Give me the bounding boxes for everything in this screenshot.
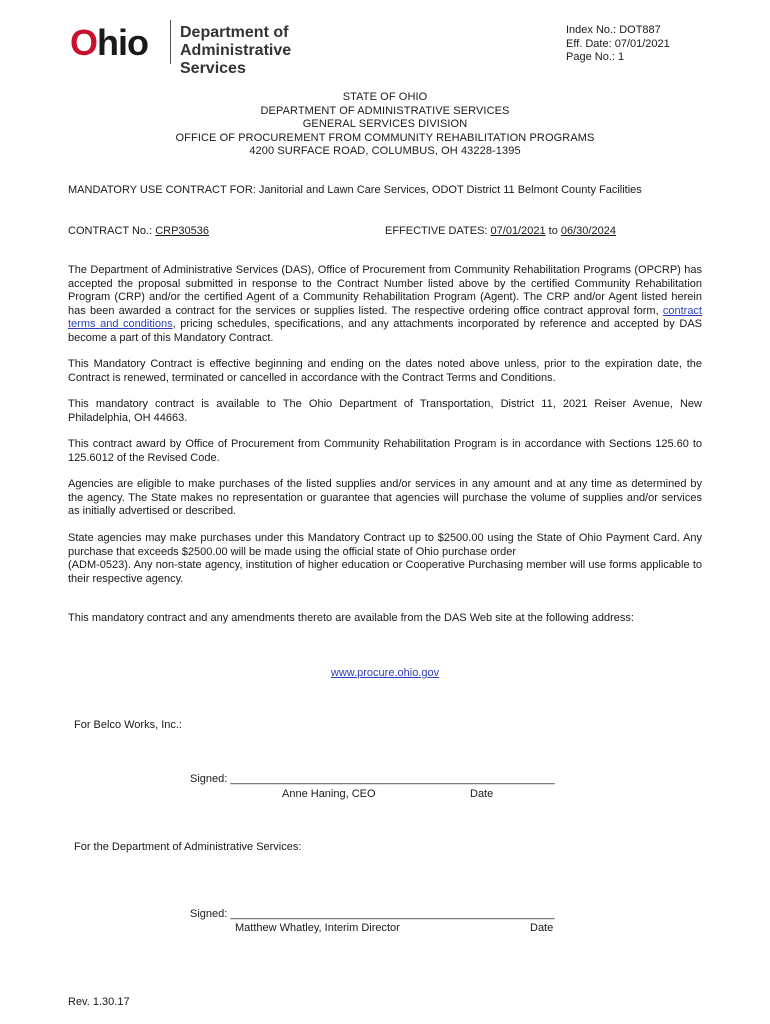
index-block [566, 24, 670, 65]
page-number: Page No.: 1 [566, 51, 625, 63]
vendor-signer-name: Anne Haning, CEO [282, 788, 376, 800]
effective-end: 06/30/2024 [560, 225, 616, 237]
revision-label: Rev. 1.30.17 [68, 996, 130, 1008]
das-signature-line: Signed: _____________________________________________________ [190, 908, 555, 920]
document-heading: STATE OF OHIO DEPARTMENT OF ADMINISTRATIVE SERVICES GENERAL SERVICES DIVISION OFFICE OF PROCUREMENT FROM COMMUNITY REHABILITATION PROGRAMS 4200 SURFACE ROAD, COLUMBUS, OH 43228-1395 [175, 91, 595, 158]
paragraph-website-intro: This mandatory contract and any amendments thereto are available from the DAS Web site at the following address: [68, 612, 634, 624]
website-line [0, 667, 770, 679]
mandatory-use-line: MANDATORY USE CONTRACT FOR: Janitorial and Lawn Care Services, ODOT District 11 Belmont County Facilities [68, 184, 642, 196]
contract-terms-link[interactable]: contract terms and conditions [68, 304, 702, 330]
logo-department-name: Department of Administrative Services [180, 24, 292, 77]
paragraph-intro: The Department of Administrative Services (DAS), Office of Procurement from Community Rehabilitation Programs (OPCRP) has accepted the proposal submitted in response to the Contract Number listed above by the certified Community Rehabilitation Program (CRP) and/or the certified Agent of a Community Rehabilitation Program (Agent). The CRP and/or Agent listed herein has been awarded a contract for the services or supplies listed. The respective ordering office contract approval form, contract terms and conditions, pricing schedules, specifications, and any attachments incorporated by reference and accepted by DAS become a part of this Mandatory Contract. [68, 264, 702, 344]
logo-divider [170, 20, 171, 64]
vendor-signature-line: Signed: _____________________________________________________ [190, 773, 555, 785]
paragraph-availability: This mandatory contract is available to The Ohio Department of Transportation, District 11, 2021 Reiser Avenue, New Philadelphia, OH 44663. [68, 398, 702, 424]
index-number: Index No.: DOT887 [566, 24, 661, 36]
effective-dates-line: EFFECTIVE DATES: 07/01/2021 to 06/30/2024 [385, 225, 616, 237]
paragraph-effective: This Mandatory Contract is effective beginning and ending on the dates noted above unless, prior to the expiration date, the Contract is renewed, terminated or cancelled in accordance with the Contract Terms and Conditions. [68, 358, 702, 384]
paragraph-award: This contract award by Office of Procurement from Community Rehabilitation Program is in accordance with Sections 125.60 to 125.6012 of the Revised Code. [68, 438, 702, 464]
contract-number-line: CONTRACT No.: CRP30536 [68, 225, 210, 237]
paragraph-purchases: State agencies may make purchases under this Mandatory Contract up to $2500.00 using the State of Ohio Payment Card. Any purchase that exceeds $2500.00 will be made using the official state of Ohio purchase order (ADM-0523). Any non-state agency, institution of higher education or Cooperative Purchasing member will use forms applicable to their respective agency. [68, 532, 702, 585]
ohio-das-logo [70, 18, 360, 77]
effective-start: 07/01/2021 [490, 225, 546, 237]
das-date-label: Date [530, 922, 554, 934]
vendor-date-label: Date [470, 788, 494, 800]
das-label: For the Department of Administrative Services: [74, 841, 302, 853]
effective-date: Eff. Date: 07/01/2021 [566, 37, 670, 50]
ohio-wordmark: Ohio [70, 22, 148, 63]
vendor-label: For Belco Works, Inc.: [74, 719, 182, 731]
paragraph-eligibility: Agencies are eligible to make purchases of the listed supplies and/or services in any amount and at any time as determined by the agency. The State makes no representation or guarantee that agencies will purchase the volume of supplies and/or services as initially advertised or described. [68, 478, 702, 517]
contract-number: CRP30536 [155, 225, 210, 237]
das-website-link[interactable]: www.procure.ohio.gov [330, 667, 440, 679]
das-signer-name: Matthew Whatley, Interim Director [235, 922, 400, 934]
